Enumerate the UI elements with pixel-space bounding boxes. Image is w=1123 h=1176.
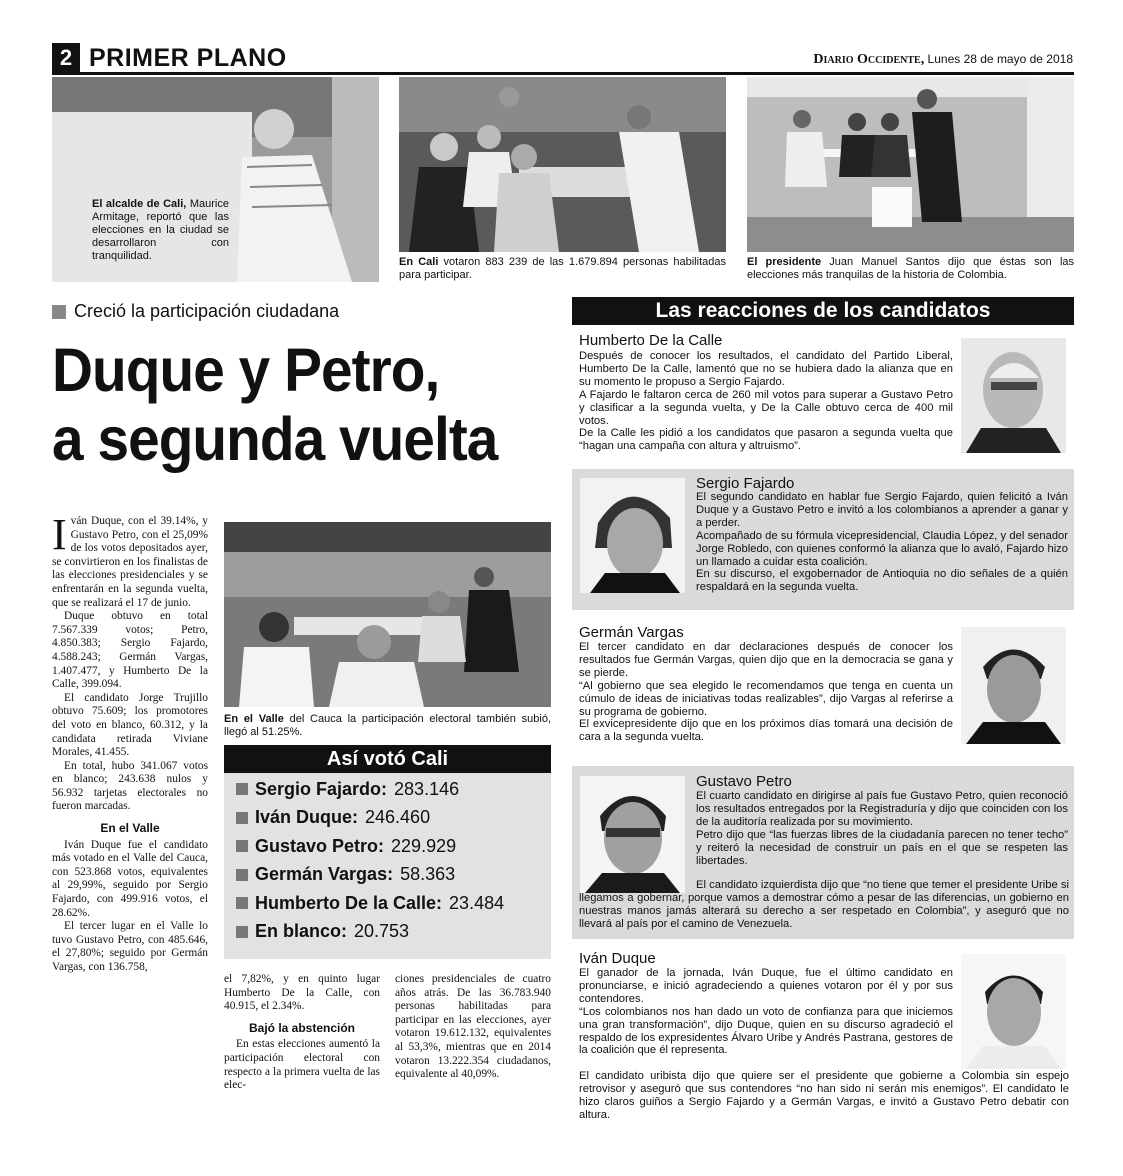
article-paragraph <box>52 510 208 610</box>
caption-mayor-lead: El alcalde de Cali, <box>92 198 187 210</box>
article-paragraph: Duque obtuvo en total 7.567.339 votos; Petro, 4.850.383; Sergio Fajardo, 4.588.243; Germán Vargas, 1.407.477, y Humberto De la Calle, 399.094. <box>52 610 208 691</box>
page-number: 2 <box>52 43 80 73</box>
article-paragraph: El candidato Jorge Trujillo obtuvo 75.609; los promotores del voto en blanco, 60.312, y la candidata retirada Viviane Morales, 41.455. <box>52 691 208 759</box>
headline-line-1: Duque y Petro, <box>52 336 440 404</box>
reaction-name: Gustavo Petro <box>696 773 792 790</box>
photo-cali-voting <box>399 77 726 252</box>
reaction-paragraph: De la Calle les pidió a los candidatos que pasaron a segunda vuelta que “hagan una campaña con altura y altruismo”. <box>579 427 953 453</box>
reaction-text <box>696 491 1068 594</box>
reaction-paragraph: En su discurso, el exgobernador de Antioquia no dio señales de a quién respaldará en la segunda vuelta. <box>696 568 1068 594</box>
reaction-text <box>579 350 953 453</box>
article-column-1 <box>52 510 208 975</box>
vote-count: 229.929 <box>391 835 457 856</box>
caption-president-text: Juan Manuel Santos dijo que éstas son las elecciones más tranquilas de la historia de Colombia. <box>747 256 1075 281</box>
article-column-3 <box>395 973 551 1082</box>
reaction-paragraph: Después de conocer los resultados, el candidato del Partido Liberal, Humberto De la Calle, lamentó que no se hubiera dado la alianza que en su momento le propuso a Sergio Fajardo. <box>579 350 953 388</box>
photo-president-voting <box>747 77 1074 252</box>
vote-count: 58.363 <box>400 864 456 885</box>
vote-count: 246.460 <box>365 807 431 828</box>
reaction-fajardo <box>572 469 1074 610</box>
section-title: PRIMER PLANO <box>89 44 287 72</box>
caption-cali-text: votaron 883 239 de las 1.679.894 personas habilitadas para participar. <box>399 256 726 281</box>
caption-cali <box>399 256 726 282</box>
article-paragraph: el 7,82%, y en quinto lugar Humberto De la Calle, con 40.915, el 2.34%. <box>224 973 380 1013</box>
kicker-text: Creció la participación ciudadana <box>74 301 340 321</box>
dateline <box>813 52 1073 68</box>
portrait-vargas <box>961 627 1066 744</box>
caption-valle-lead: En el Valle <box>224 713 284 725</box>
photo-valle-voting <box>224 522 551 707</box>
candidate-name: Humberto De la Calle: <box>255 892 443 913</box>
reaction-paragraph: El tercer candidato en dar declaraciones después de conocer los resultados fue Germán Vargas, quien dijo que en la democracia se gana y se pierde. <box>579 641 953 679</box>
caption-mayor-text: Maurice Armitage, reportó que las elecciones en la ciudad se desarrollaron con tranquilidad. <box>92 198 229 262</box>
publication-name: Diario Occidente, <box>813 52 925 67</box>
vote-row <box>224 804 551 833</box>
portrait-fajardo <box>580 478 685 593</box>
reaction-paragraph: El exvicepresidente dijo que en los próximos días tomará una decisión de cara a la segunda vuelta. <box>579 718 953 744</box>
bullet-square-icon <box>236 926 248 938</box>
vote-count: 23.484 <box>449 892 505 913</box>
caption-president-lead: El presidente <box>747 256 822 268</box>
vote-row <box>224 775 551 804</box>
caption-cali-lead: En Cali <box>399 256 439 268</box>
reaction-paragraph: El ganador de la jornada, Iván Duque, fue el último candidato en pronunciarse, e inició agradeciendo a quienes votaron por él y por sus contendores. <box>579 967 953 1005</box>
article-column-2 <box>224 973 380 1093</box>
bullet-square-icon <box>236 897 248 909</box>
reaction-vargas <box>572 614 1074 762</box>
reaction-paragraph: Petro dijo que “las fuerzas libres de la ciudadanía parecen no tener techo” y reiteró la necesidad de construir un país en el que se respeten las libertades. <box>696 828 1068 867</box>
kicker <box>52 301 339 322</box>
article-paragraph: El tercer lugar en el Valle lo tuvo Gustavo Petro, con 485.646, el 27,80%; seguido por Germán Vargas, con 136.758, <box>52 920 208 973</box>
reaction-name: Iván Duque <box>579 950 656 967</box>
reaction-duque <box>572 943 1074 1134</box>
article-paragraph: ciones presidenciales de cuatro años atrás. De las 36.783.940 personas habilitadas para participar en las elecciones, ayer votaron 19.612.132, equivalentes al 53,3%, mientras que en 2014 votaron 13.222.354 ciudadanos, equivalente al 40,09%. <box>395 973 551 1081</box>
headline <box>52 336 517 474</box>
reaction-paragraph: “Al gobierno que sea elegido le recomendamos que tenga en cuenta un cúmulo de ideas de iniciativas todas realizables”, dijo Vargas al referirse a su programa de gobierno. <box>579 679 953 718</box>
reaction-text <box>696 790 1068 867</box>
candidate-name: Iván Duque: <box>255 807 359 828</box>
candidate-name: Germán Vargas: <box>255 864 394 885</box>
candidate-name: Sergio Fajardo: <box>255 778 388 799</box>
reaction-paragraph: El cuarto candidato en dirigirse al país fue Gustavo Petro, quien reconoció los resultados entregados por la Registraduría y dijo que coinciden con los de la auditoría realizada por su movimiento. <box>696 790 1068 828</box>
reaction-petro <box>572 766 1074 939</box>
candidate-name: En blanco: <box>255 921 348 942</box>
bullet-square-icon <box>236 840 248 852</box>
reaction-name: Germán Vargas <box>579 624 684 641</box>
reaction-paragraph: “Los colombianos nos han dado un voto de confianza para que iniciemos una gran transformación”, dijo Duque, quien en su discurso agradeció el respaldo de los expresidentes Álvaro Uribe y Andrés Pastrana, gestores de la coalición que él representa. <box>579 1005 953 1057</box>
portrait-petro <box>580 776 685 893</box>
reaction-paragraph: Acompañado de su fórmula vicepresidencial, Claudia López, y del senador Jorge Robledo, con quienes conformó la alianza que lo avaló, Fajardo hizo un llamado a cuidar esta coalición. <box>696 529 1068 568</box>
vote-count: 283.146 <box>394 778 460 799</box>
subheading-valle: En el Valle <box>100 821 160 836</box>
portrait-humberto <box>961 338 1066 453</box>
portrait-duque <box>961 954 1066 1069</box>
vote-row <box>224 861 551 890</box>
headline-line-2: a segunda vuelta <box>52 405 498 473</box>
caption-president <box>747 256 1074 282</box>
bullet-square-icon <box>236 783 248 795</box>
reactions-title: Las reacciones de los candidatos <box>572 297 1074 325</box>
candidate-name: Gustavo Petro: <box>255 835 385 856</box>
reaction-text <box>579 641 953 744</box>
issue-date: Lunes 28 de mayo de 2018 <box>927 52 1073 66</box>
article-paragraph: Iván Duque fue el candidato más votado en el Valle del Cauca, con 523.868 votos, equivalentes al 29,99%, seguido por Sergio Fajardo, con 499.916 votos, el 28.62%. <box>52 838 208 919</box>
reaction-paragraph: El segundo candidato en hablar fue Sergio Fajardo, quien felicitó a Iván Duque y a Gustavo Petro e invitó a los colombianos a aprender a ganar y a perder. <box>696 491 1068 529</box>
bullet-square-icon <box>236 869 248 881</box>
subheading-abstention: Bajó la abstención <box>248 1020 356 1035</box>
caption-mayor <box>92 198 229 263</box>
kicker-square-icon <box>52 305 66 319</box>
reaction-paragraph: El candidato uribista dijo que quiere ser el presidente que gobierne a Colombia sin espejo retrovisor y aseguró que sus contendores “no han sido ni serán mis enemigos”. El candidato le hizo claros guiños a Sergio Fajardo y a Germán Vargas, e invitó a Gustavo Petro debatir con altura. <box>579 1070 1069 1121</box>
reaction-humberto <box>572 327 1074 466</box>
caption-valle-text: del Cauca la participación electoral también subió, llegó al 51.25%. <box>224 713 551 738</box>
reaction-name: Humberto De la Calle <box>579 332 723 349</box>
reaction-name: Sergio Fajardo <box>696 475 795 492</box>
vote-row <box>224 889 551 918</box>
reaction-text-continued <box>579 1070 1069 1122</box>
header-rule <box>52 72 1074 75</box>
vote-results-box <box>224 745 551 959</box>
vote-row <box>224 832 551 861</box>
vote-count: 20.753 <box>354 921 410 942</box>
paragraph-text: ván Duque, con el 39.14%, y Gustavo Petro, con el 25,09% de los votos depositados ayer, se convirtieron en los finalistas de las elecciones presidenciales y se enfrentarán en la segunda vuelta, que se realizará el 17 de junio. <box>52 515 208 609</box>
reaction-paragraph: El candidato izquierdista dijo que “no tiene que temer el presidente Uribe si llegamos a gobernar, porque vamos a demostrar cómo a pesar de las diferencias, un gobierno en nuestras manos jamás alterará su derecho a ser respetado en Colombia”, y aseguró que no llevará al país por el camino de Venezuela. <box>579 879 1069 930</box>
vote-results-title: Así votó Cali <box>224 745 551 773</box>
vote-row <box>224 918 551 947</box>
article-paragraph: En total, hubo 341.067 votos en blanco; 243.638 nulos y 56.932 tarjetas electorales no fueron marcadas. <box>52 759 208 813</box>
reaction-text <box>579 967 953 1057</box>
drop-cap: I <box>52 510 67 559</box>
article-paragraph: En estas elecciones aumentó la participación electoral con respecto a la primera vuelta de las elec- <box>224 1038 380 1092</box>
reaction-text-continued <box>579 879 1069 931</box>
caption-valle <box>224 713 551 739</box>
bullet-square-icon <box>236 812 248 824</box>
reaction-paragraph: A Fajardo le faltaron cerca de 260 mil votos para superar a Gustavo Petro y clasificar a la segunda vuelta, y De la Calle obtuvo cerca de 400 mil votos. <box>579 388 953 427</box>
